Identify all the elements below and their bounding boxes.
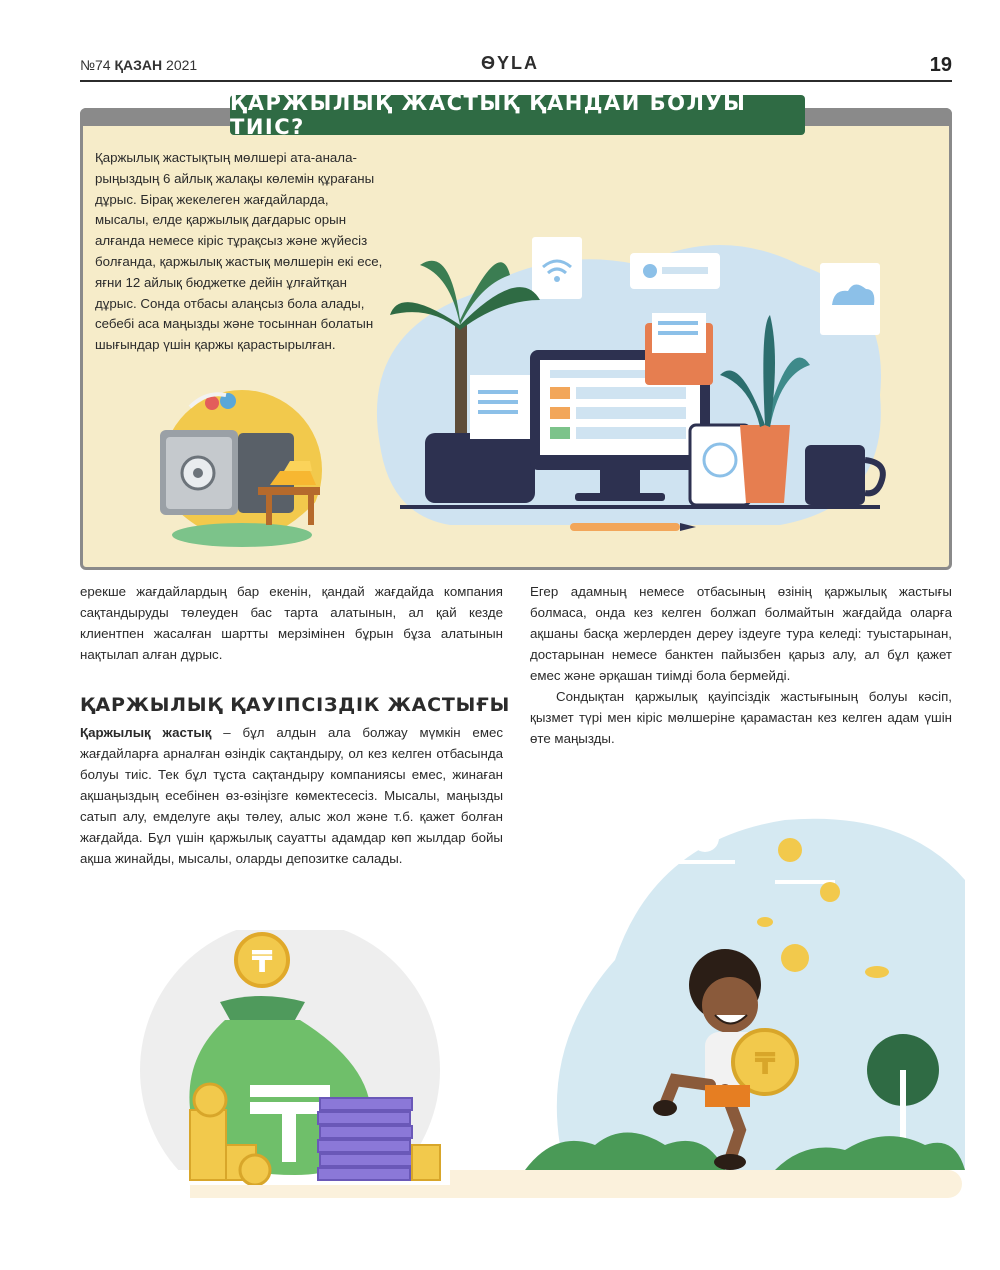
child-with-coin-illustration	[525, 800, 965, 1180]
section-heading: ҚАРЖЫЛЫҚ ҚАУІПСІЗДІК ЖАСТЫҒЫ	[80, 694, 511, 716]
header-divider	[80, 80, 952, 82]
issue-year: 2021	[166, 57, 198, 73]
column2	[530, 581, 952, 749]
box-title: ҚАРЖЫЛЫҚ ЖАСТЫҚ ҚАНДАЙ БОЛУЫ ТИІС?	[230, 95, 805, 135]
section-paragraph	[80, 722, 503, 869]
column1-text: ерекше жағдайлардың бар екенін, қандай жағдайда компания сақтандыруды төлеуден бас тарта алатынын, ал қай кезде клиентпен жасалған шартты мерзімінен бұрын бұза алатынын нақтылап алған дұрыс.	[80, 584, 503, 662]
computer-workspace-illustration	[360, 205, 905, 555]
money-bag-tenge-icon	[130, 930, 450, 1185]
coin-symbol-top: ₸	[251, 945, 273, 980]
magazine-logo: ѲYLA	[480, 53, 539, 73]
coin-symbol-child: ₸	[754, 1047, 776, 1082]
column2-paragraph1: Егер адамның немесе отбасының өзінің қаржылық жастығы болмаса, онда кез келген болжап болмайтын жағдайда оларға ақшаны басқа жерлерден дереу іздеуге тура келеді: туыстарынан, достарынан немесе банктен пайызбен қарыз алу, ал бұл қажет емес және әрқашан тиімді бола бермейді.	[530, 584, 952, 683]
page-number: 19	[929, 54, 952, 76]
issue-number: №74	[80, 57, 111, 73]
section-term: Қаржылық жастық	[80, 725, 212, 740]
issue-month: ҚАЗАН	[114, 57, 163, 73]
column2-paragraph2: Сондықтан қаржылық қауіпсіздік жастығының болуы кәсіп, қызмет түрі мен кіріс мөлшеріне қарамастан кез келген адам үшін өте маңызды.	[530, 689, 952, 746]
section-text: – бұл алдын ала болжау мүмкін емес жағдайларға арналған өзіндік сақтандыру, ол кез келген отбасында болуы тиіс. Тек бұл тұста сақтандыру компаниясы емес, жинаған ақшаңыздың есебінен өз-өзіңізге көмектесесіз. Мысалы, маңызды сатып алу, емделуге ақы төлеу, алыс жол және т.б. қажет болған жағдайда. Бұл үшін қаржылық сауатты адамдар көп жылдар бойы ақша жинайды, мысалы, оларды депозитке салады.	[80, 725, 503, 866]
issue-info	[80, 57, 197, 73]
safe-with-gold-icon	[150, 385, 330, 555]
box-text: Қаржылық жастықтың мөлшері ата-аналарыңыздың 6 айлық жалақы көлемін құрағаны дұрыс. Бірақ жекелеген жағдайларда, мысалы, елде қаржылық дағдарыс орын алғанда немесе кіріс тұрақсыз және жүйесіз болғанда, қаржылық жастық мөлшерін екі есе, яғни 12 айлық бюджетке дейін ұлғайтқан дұрыс. Сонда отбасы алаңсыз бола алады, себебі аса маңызды және тосыннан болатын шығындар үшін қаржы қарастырылған.	[95, 150, 383, 353]
